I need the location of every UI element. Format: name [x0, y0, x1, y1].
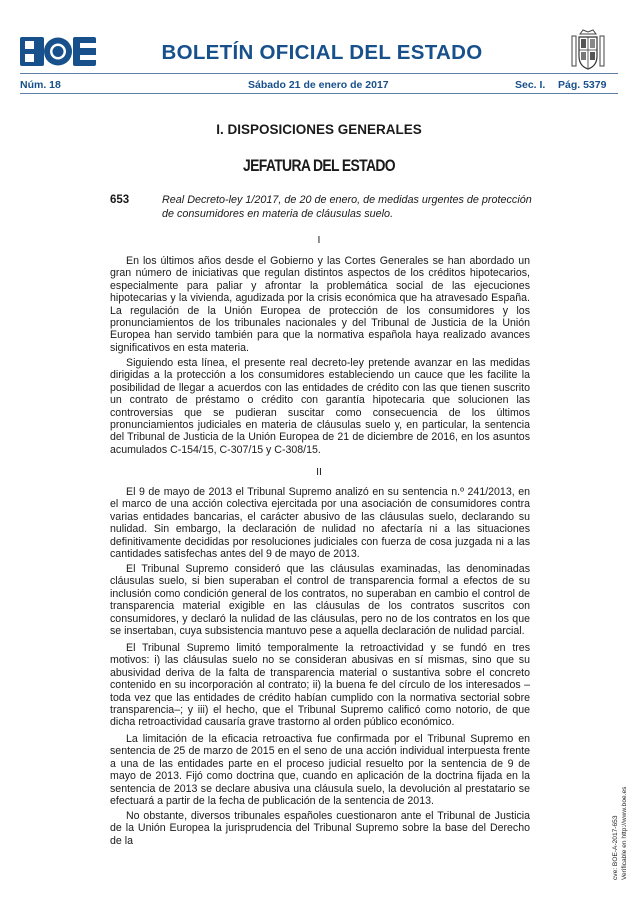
part-heading: I	[317, 234, 321, 246]
organization-heading: JEFATURA DEL ESTADO	[242, 156, 395, 175]
disposition-title: Real Decreto-ley 1/2017, de 20 de enero, de medidas urgentes de protección de consumidores en materia de cláusulas suelo.	[162, 194, 532, 220]
paragraph: La limitación de la eficacia retroactiva fue confirmada por el Tribunal Supremo en sentencia de 25 de marzo de 2015 en el seno de una acción individual interpuesta frente a una de las entidades parte en el proceso judicial resuelto por la sentencia de 9 de mayo de 2013. Fijó como doctrina que, cuando en aplicación de la doctrina fijada en la sentencia de 2013 se declare abusiva una cláusula suelo, la devolución al prestatario se efectuará a partir de la fecha de publicación de la sentencia de 2013.	[110, 733, 530, 808]
disposition-number: 653	[110, 194, 130, 206]
paragraph: El 9 de mayo de 2013 el Tribunal Supremo analizó en su sentencia n.º 241/2013, en el marco de una acción colectiva ejercitada por una asociación de consumidores contra varias entidades bancarias, el carácter abusivo de las cláusulas suelo, declarando su nulidad. Sin embargo, la declaración de nulidad no afectaría ni a las situaciones definitivamente decididas por resoluciones judiciales con fuerza de cosa juzgada ni a las cantidades satisfechas antes del 9 de mayo de 2013.	[110, 486, 530, 561]
verification-link[interactable]: Verificable en http://www.boe.es	[620, 786, 628, 880]
paragraph: Siguiendo esta línea, el presente real decreto-ley pretende avanzar en las medidas dirigidas a la protección a los consumidores estableciendo un cauce que les facilite la posibilidad de llegar a acuerdos con las entidades de crédito con las que tienen suscrito un contrato de préstamo o crédito con garantía hipotecaria que solucionen las controversias que se pudieran suscitar como consecuencia de los últimos pronunciamientos judiciales en materia de cláusulas suelo y, en particular, la sentencia del Tribunal de Justicia de la Unión Europea de 21 de diciembre de 2016, en los asuntos acumulados C-154/15, C-307/15 y C-308/15.	[110, 357, 530, 456]
page-number: Pág. 5379	[558, 79, 607, 91]
verification-code	[612, 787, 629, 880]
cve-code: cve: BOE-A-2017-653	[612, 815, 619, 880]
issue-date: Sábado 21 de enero de 2017	[248, 79, 389, 91]
boe-logo-icon	[20, 37, 96, 66]
section-heading: I. DISPOSICIONES GENERALES	[216, 122, 422, 137]
paragraph: En los últimos años desde el Gobierno y las Cortes Generales se han abordado un gran número de iniciativas que regulan distintos aspectos de los créditos hipotecarios, especialmente para paliar y afrontar la problemática social de las ejecuciones hipotecarias y la vivienda, agudizada por la crisis económica que ha atravesado España. La regulación de la Unión Europea de protección de los consumidores y los pronunciamientos de los tribunales nacionales y del Tribunal de Justicia de la Unión Europea han servido también para que la normativa española haya realizado avances significativos en esta materia.	[110, 255, 530, 354]
part-heading: II	[316, 466, 322, 478]
header-top-rule	[20, 73, 618, 74]
header-bottom-rule	[20, 93, 618, 94]
issue-number: Núm. 18	[20, 79, 61, 91]
spain-coat-of-arms-icon	[570, 28, 606, 72]
section-label: Sec. I.	[515, 79, 546, 91]
paragraph: No obstante, diversos tribunales españoles cuestionaron ante el Tribunal de Justicia de la Unión Europea la jurisprudencia del Tribunal Supremo sobre la base del Derecho de la	[110, 810, 530, 847]
paragraph: El Tribunal Supremo consideró que las cláusulas examinadas, las denominadas cláusulas suelo, si bien superaban el control de transparencia formal a efectos de su inclusión como condición general de los contratos, no superaban en cambio el control de transparencia material exigible en las cláusulas de los contratos suscritos con consumidores, y declaró la nulidad de las cláusulas, pero no de los contratos en los que se insertaban, cuya subsistencia mantuvo pese a aquella declaración de nulidad parcial.	[110, 563, 530, 638]
paragraph: El Tribunal Supremo limitó temporalmente la retroactividad y se fundó en tres motivos: i) las cláusulas suelo no se consideran abusivas en sí mismas, sino que su abusividad deriva de la falta de transparencia material o sustantiva sobre el concreto contenido en su incorporación al contrato; ii) la buena fe del círculo de los interesados –toda vez que las entidades de crédito habían cumplido con la normativa sectorial sobre transparencia–; y iii) el hecho, que el Tribunal Supremo calificó como notorio, de que dicha retroactividad causaría grave trastorno al orden público económico.	[110, 642, 530, 729]
gazette-title: BOLETÍN OFICIAL DEL ESTADO	[161, 41, 483, 64]
